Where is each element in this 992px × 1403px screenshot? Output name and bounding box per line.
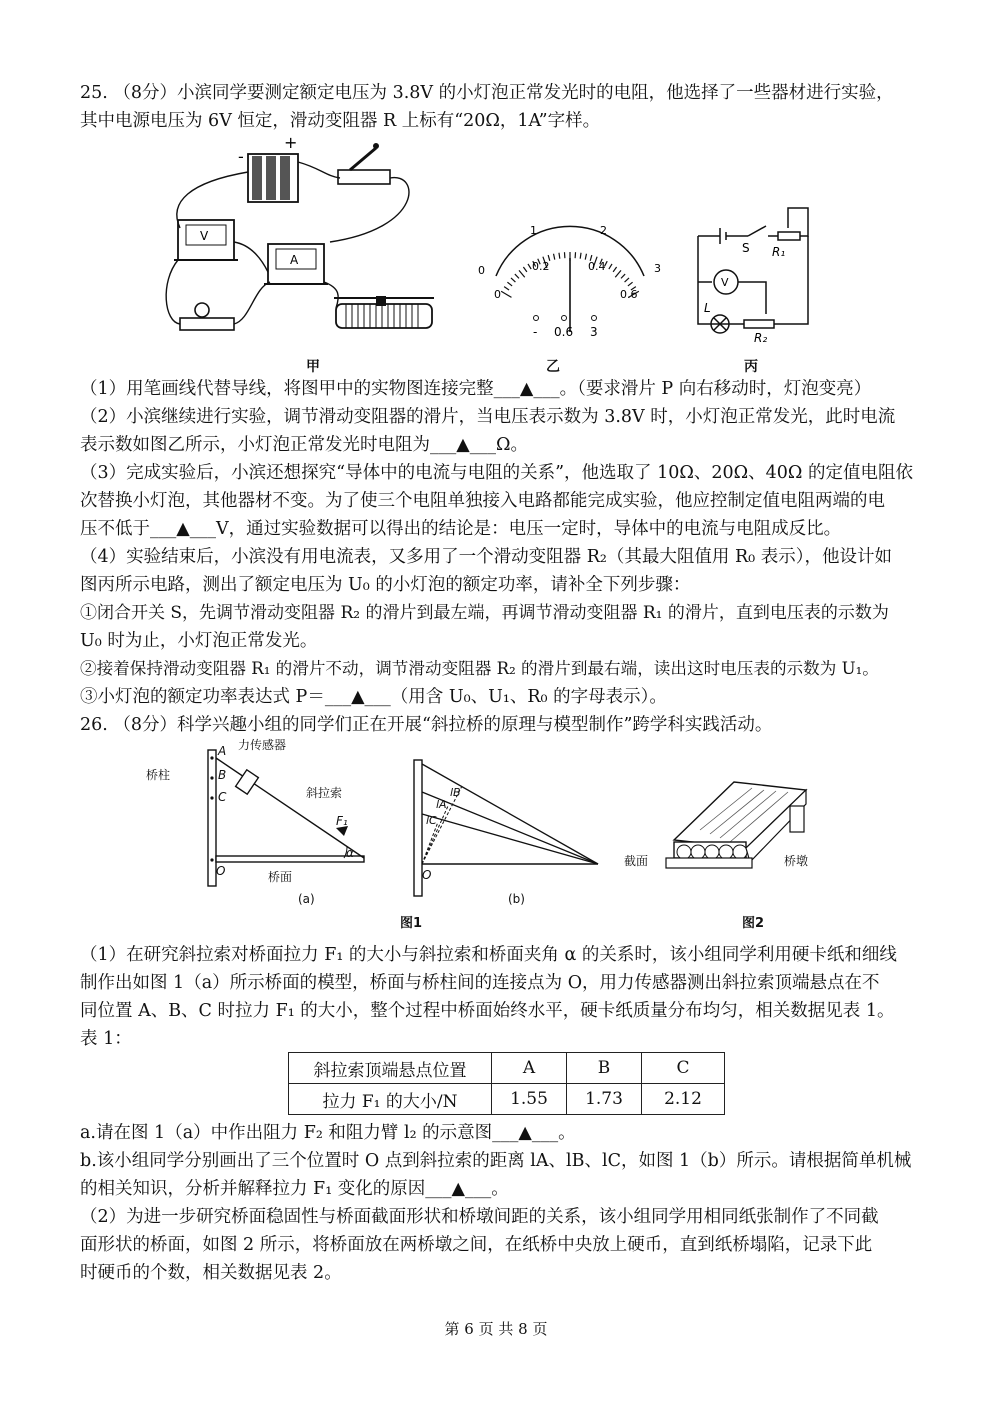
dial-bottom-3: 0.6 (620, 288, 638, 301)
dial-bottom-1: 0.2 (532, 260, 550, 273)
label-lC: lC (426, 814, 437, 827)
circuit-label-R2: R₂ (754, 331, 768, 344)
table-row (289, 1053, 725, 1084)
data-table-1 (288, 1052, 725, 1115)
table-cell: 斜拉索顶端悬点位置 (289, 1053, 492, 1084)
svg-text:A: A (290, 253, 299, 267)
label-lB: lB (450, 786, 461, 799)
figure-bing-caption: 丙 (744, 359, 758, 375)
q26-part2-line3: 时硬币的个数，相关数据见表 2。 (80, 1263, 342, 1283)
q26-part-b-line1: b.该小组同学分别画出了三个位置时 O 点到斜拉索的距离 lA、lB、lC，如图 1（b）所示。请根据简单机械 (80, 1151, 912, 1171)
dial-top-3: 3 (654, 262, 661, 275)
figure-bing-circuit (690, 204, 820, 344)
q25-step2: ②接着保持滑动变阻器 R₁ 的滑片不动，调节滑动变阻器 R₂ 的滑片到最右端，读出这时电压表的示数为 U₁。 (80, 659, 879, 678)
label-section: 截面 (624, 854, 649, 868)
label-lA: lA (436, 798, 447, 811)
battery-icon (238, 133, 298, 202)
table-cell: 1.55 (492, 1084, 567, 1115)
q25-part3-line3: 压不低于___▲___V，通过实验数据可以得出的结论是：电压一定时，导体中的电流与电阻成反比。 (80, 519, 842, 539)
voltmeter-icon (174, 220, 238, 260)
label-pier: 桥墩 (784, 854, 809, 868)
terminal-minus: - (533, 325, 538, 339)
figure-1-caption: 图1 (400, 916, 423, 931)
label-deck: 桥面 (268, 870, 293, 884)
q26-stem: 26. （8分）科学兴趣小组的同学们正在开展“斜拉桥的原理与模型制作”跨学科实践活动。 (80, 715, 773, 735)
table-cell: 2.12 (642, 1084, 725, 1115)
q25-stem-line2: 其中电源电压为 6V 恒定，滑动变阻器 R 上标有“20Ω，1A”字样。 (80, 111, 601, 131)
table-cell: 拉力 F₁ 的大小/N (289, 1084, 492, 1115)
label-cable: 斜拉索 (306, 786, 343, 800)
circuit-label-V: V (721, 276, 729, 289)
figure-1a-bridge-model (130, 740, 400, 910)
ammeter-icon (264, 244, 328, 284)
q25-part2-line2: 表示数如图乙所示，小灯泡正常发光时电阻为___▲___Ω。 (80, 435, 528, 455)
table-cell: C (642, 1053, 725, 1084)
q25-part1: （1）用笔画线代替导线，将图甲中的实物图连接完整___▲___。（要求滑片 P 向右移动时，灯泡变亮） (80, 379, 872, 399)
q25-part4-line2: 图丙所示电路，测出了额定电压为 U₀ 的小灯泡的额定功率，请补全下列步骤： (80, 575, 691, 595)
q25-step3: ③小灯泡的额定功率表达式 P＝___▲___（用含 U₀、U₁、R₀ 的字母表示）。 (80, 687, 667, 707)
svg-text:V: V (200, 229, 209, 243)
figure-1b-distances (408, 756, 608, 900)
q25-part2-line1: （2）小滨继续进行实验，调节滑动变阻器的滑片，当电压表示数为 3.8V 时，小灯泡正常发光，此时电流 (80, 407, 896, 427)
terminal-06: 0.6 (554, 325, 574, 339)
dial-bottom-0: 0 (494, 288, 501, 301)
dial-top-0: 0 (478, 264, 485, 277)
q26-part2-line2: 面形状的桥面，如图 2 所示，将桥面放在两桥墩之间，在纸桥中央放上硬币，直到纸桥塌陷，记录下此 (80, 1235, 873, 1255)
label-O-b: O (422, 868, 432, 882)
svg-text:-: - (238, 147, 244, 166)
dial-top-1: 1 (530, 224, 537, 237)
q26-part1-line3: 同位置 A、B、C 时拉力 F₁ 的大小，整个过程中桥面始终水平，硬卡纸质量分布均匀，相关数据见表 1。 (80, 1001, 895, 1021)
figure-yi-caption: 乙 (546, 359, 560, 375)
label-pillar: 桥柱 (146, 768, 171, 782)
q26-part1-line2: 制作出如图 1（a）所示桥面的模型，桥面与桥柱间的连接点为 O，用力传感器测出斜拉索顶端悬点在不 (80, 973, 880, 993)
circuit-label-S: S (742, 241, 750, 255)
q26-part-a: a.请在图 1（a）中作出阻力 F₂ 和阻力臂 l₂ 的示意图___▲___。 (80, 1123, 576, 1143)
label-B: B (218, 768, 227, 782)
svg-text:+: + (284, 133, 298, 152)
label-alpha: α (346, 846, 354, 860)
table-row (289, 1084, 725, 1115)
circuit-label-L: L (704, 301, 711, 315)
q25-step1-line1: ①闭合开关 S，先调节滑动变阻器 R₂ 的滑片到最左端，再调节滑动变阻器 R₁ 的滑片，直到电压表的示数为 (80, 603, 889, 623)
dial-bottom-2: 0.4 (588, 260, 606, 273)
lamp-icon (180, 303, 234, 330)
table-title: 表 1： (80, 1029, 132, 1049)
q26-part1-line1: （1）在研究斜拉索对桥面拉力 F₁ 的大小与斜拉索和桥面夹角 α 的关系时，该小组同学利用硬卡纸和细线 (80, 945, 897, 965)
figure-jia-apparatus (150, 132, 450, 354)
page-footer: 第 6 页 共 8 页 (444, 1320, 548, 1338)
figure-jia-caption: 甲 (306, 359, 320, 375)
terminal-3: 3 (590, 325, 598, 339)
q26-part2-line1: （2）为进一步研究桥面稳固性与桥面截面形状和桥墩间距的关系，该小组同学用相同纸张制作了不同截 (80, 1207, 879, 1227)
q25-step1-line2: U₀ 时为止，小灯泡正常发光。 (80, 631, 318, 651)
switch-icon (338, 143, 390, 184)
label-C: C (218, 790, 227, 804)
label-A: A (218, 744, 227, 758)
table-cell: B (567, 1053, 642, 1084)
q25-part3-line2: 次替换小灯泡，其他器材不变。为了使三个电阻单独接入电路都能完成实验，他应控制定值电阻两端的电 (80, 491, 885, 511)
q25-stem-line1: 25. （8分）小滨同学要测定额定电压为 3.8V 的小灯泡正常发光时的电阻，他选择了一些器材进行实验， (80, 83, 894, 103)
circuit-label-R1: R₁ (772, 245, 786, 259)
table-cell: A (492, 1053, 567, 1084)
label-F1: F₁ (336, 814, 348, 828)
figure-2-caption: 图2 (742, 916, 765, 931)
label-sub-b: (b) (508, 892, 525, 906)
figure-yi-ammeter-dial (470, 214, 670, 344)
label-sub-a: (a) (298, 892, 315, 906)
q25-part4-line1: （4）实验结束后，小滨没有用电流表，又多用了一个滑动变阻器 R₂（其最大阻值用 R₀ 表示），他设计如 (80, 547, 892, 567)
q25-part3-line1: （3）完成实验后，小滨还想探究“导体中的电流与电阻的关系”，他选取了 10Ω、20Ω、40Ω 的定值电阻依 (80, 463, 913, 483)
label-O-a: O (216, 864, 226, 878)
rheostat-icon (334, 296, 434, 328)
table-cell: 1.73 (567, 1084, 642, 1115)
label-force-sensor: 力传感器 (238, 738, 287, 752)
q26-part-b-line2: 的相关知识，分析并解释拉力 F₁ 变化的原因___▲___。 (80, 1179, 509, 1199)
dial-top-2: 2 (600, 224, 607, 237)
